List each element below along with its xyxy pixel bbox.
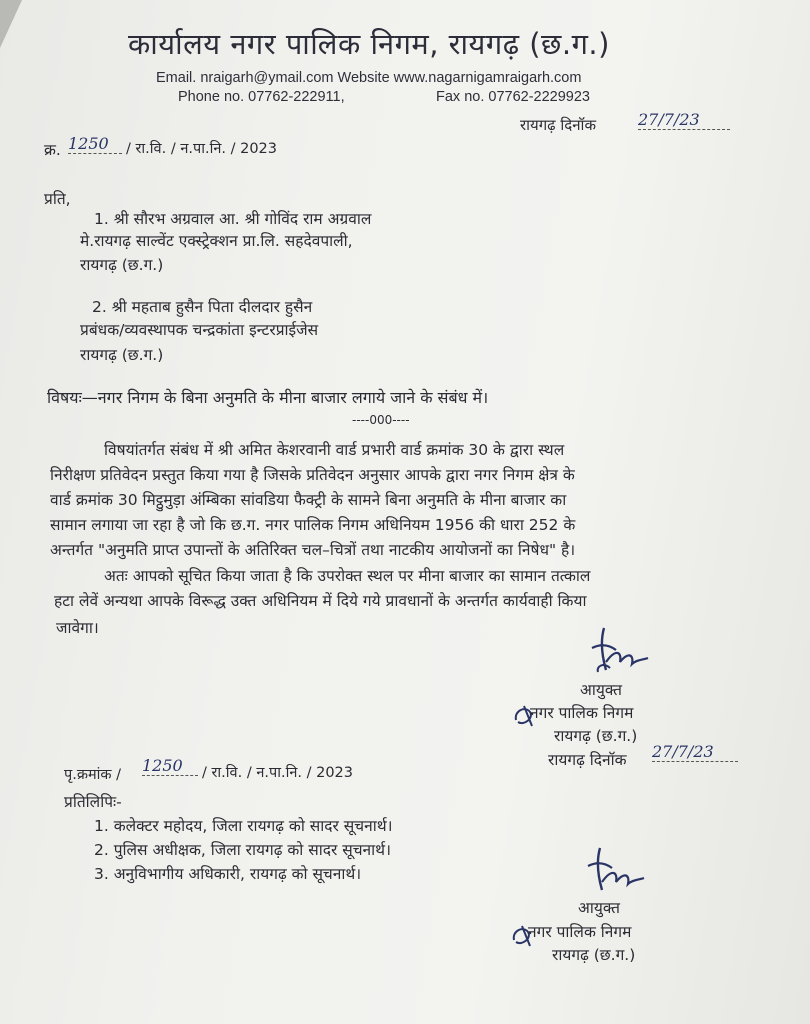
fax-number: Fax no. 07762-2229923 xyxy=(436,89,590,105)
ref-suffix: / रा.वि. / न.पा.नि. / 2023 xyxy=(126,141,277,157)
signature1-date: 27/7/23 xyxy=(652,742,738,762)
date-label: रायगढ़ दिनॉक xyxy=(520,116,596,134)
signature1-office: नगर पालिक निगम xyxy=(530,704,634,722)
to-label: प्रति, xyxy=(44,190,71,208)
signature-mark-2 xyxy=(578,842,648,900)
office-title: कार्यालय नगर पालिक निगम, रायगढ़ (छ.ग.) xyxy=(128,27,610,61)
signature-mark-1 xyxy=(582,622,652,682)
letter-date: 27/7/23 xyxy=(638,110,730,130)
body-line-1: विषयांतर्गत संबंध में श्री अमित केशरवानी वार्ड प्रभारी वार्ड क्रमांक 30 के द्वारा स्थल xyxy=(104,441,565,459)
copies-label: प्रतिलिपिः- xyxy=(64,793,122,811)
email-website-line: Email. nraigarh@ymail.com Website www.nagarnigamraigarh.com xyxy=(156,70,582,86)
recipient1-line2: मे.रायगढ़ साल्वेंट एक्स्ट्रेक्शन प्रा.लि. सहदेवपाली, xyxy=(80,232,353,250)
signature1-title: आयुक्त xyxy=(580,681,622,699)
phone-number: Phone no. 07762-222911, xyxy=(178,89,345,105)
ref-prefix: क्र. xyxy=(44,141,61,159)
ref-number: 1250 xyxy=(68,134,122,154)
signature2-city: रायगढ़ (छ.ग.) xyxy=(552,946,636,964)
signature2-title: आयुक्त xyxy=(578,899,620,917)
body-line-5: अन्तर्गत "अनुमति प्राप्त उपान्तों के अतिरिक्त चल–चित्रों तथा नाटकीय आयोजनों का निषेध" है। xyxy=(50,541,576,559)
signature2-office: नगर पालिक निगम xyxy=(528,923,632,941)
copy-item-1: 1. कलेक्टर महोदय, जिला रायगढ़ को सादर सूचनार्थ। xyxy=(94,817,393,835)
copy-ref-suffix: / रा.वि. / न.पा.नि. / 2023 xyxy=(202,765,353,781)
copy-ref-prefix: पृ.क्रमांक / xyxy=(64,767,122,783)
signature1-date-label: रायगढ़ दिनॉक xyxy=(548,751,627,769)
separator: ----000---- xyxy=(352,413,410,427)
recipient2-line3: रायगढ़ (छ.ग.) xyxy=(80,346,164,364)
recipient2-line1: 2. श्री महताब हुसैन पिता दीलदार हुसैन xyxy=(92,298,313,316)
body-line-3: वार्ड क्रमांक 30 मिट्ठुमुड़ा अंम्बिका सांवडिया फैक्ट्री के सामने बिना अनुमति के मीना बाजार का xyxy=(50,491,567,509)
recipient1-line1: 1. श्री सौरभ अग्रवाल आ. श्री गोविंद राम अग्रवाल xyxy=(94,210,372,228)
copy-ref-number: 1250 xyxy=(142,756,198,776)
body-line-6: अतः आपको सूचित किया जाता है कि उपरोक्त स्थल पर मीना बाजार का सामान तत्काल xyxy=(104,567,591,585)
body-line-8: जावेगा। xyxy=(56,619,99,637)
background-corner xyxy=(0,0,22,48)
body-line-4: सामान लगाया जा रहा है जो कि छ.ग. नगर पालिक निगम अधिनियम 1956 की धारा 252 के xyxy=(50,516,576,534)
copy-item-2: 2. पुलिस अधीक्षक, जिला रायगढ़ को सादर सूचनार्थ। xyxy=(94,841,391,859)
signature1-city: रायगढ़ (छ.ग.) xyxy=(554,727,638,745)
body-line-7: हटा लेवें अन्यथा आपके विरूद्ध उक्त अधिनियम में दिये गये प्रावधानों के अन्तर्गत कार्यवाही किया xyxy=(54,592,587,610)
subject-line: विषयः—नगर निगम के बिना अनुमति के मीना बाजार लगाये जाने के संबंध में। xyxy=(47,388,489,407)
recipient1-line3: रायगढ़ (छ.ग.) xyxy=(80,256,164,274)
copy-item-3: 3. अनुविभागीय अधिकारी, रायगढ़ को सूचनार्थ। xyxy=(94,865,362,883)
recipient2-line2: प्रबंधक/व्यवस्थापक चन्द्रकांता इन्टरप्राईजेस xyxy=(80,321,319,339)
body-line-2: निरीक्षण प्रतिवेदन प्रस्तुत किया गया है जिसके प्रतिवेदन अनुसार आपके द्वारा नगर निगम क्षेत्र के xyxy=(50,466,575,484)
